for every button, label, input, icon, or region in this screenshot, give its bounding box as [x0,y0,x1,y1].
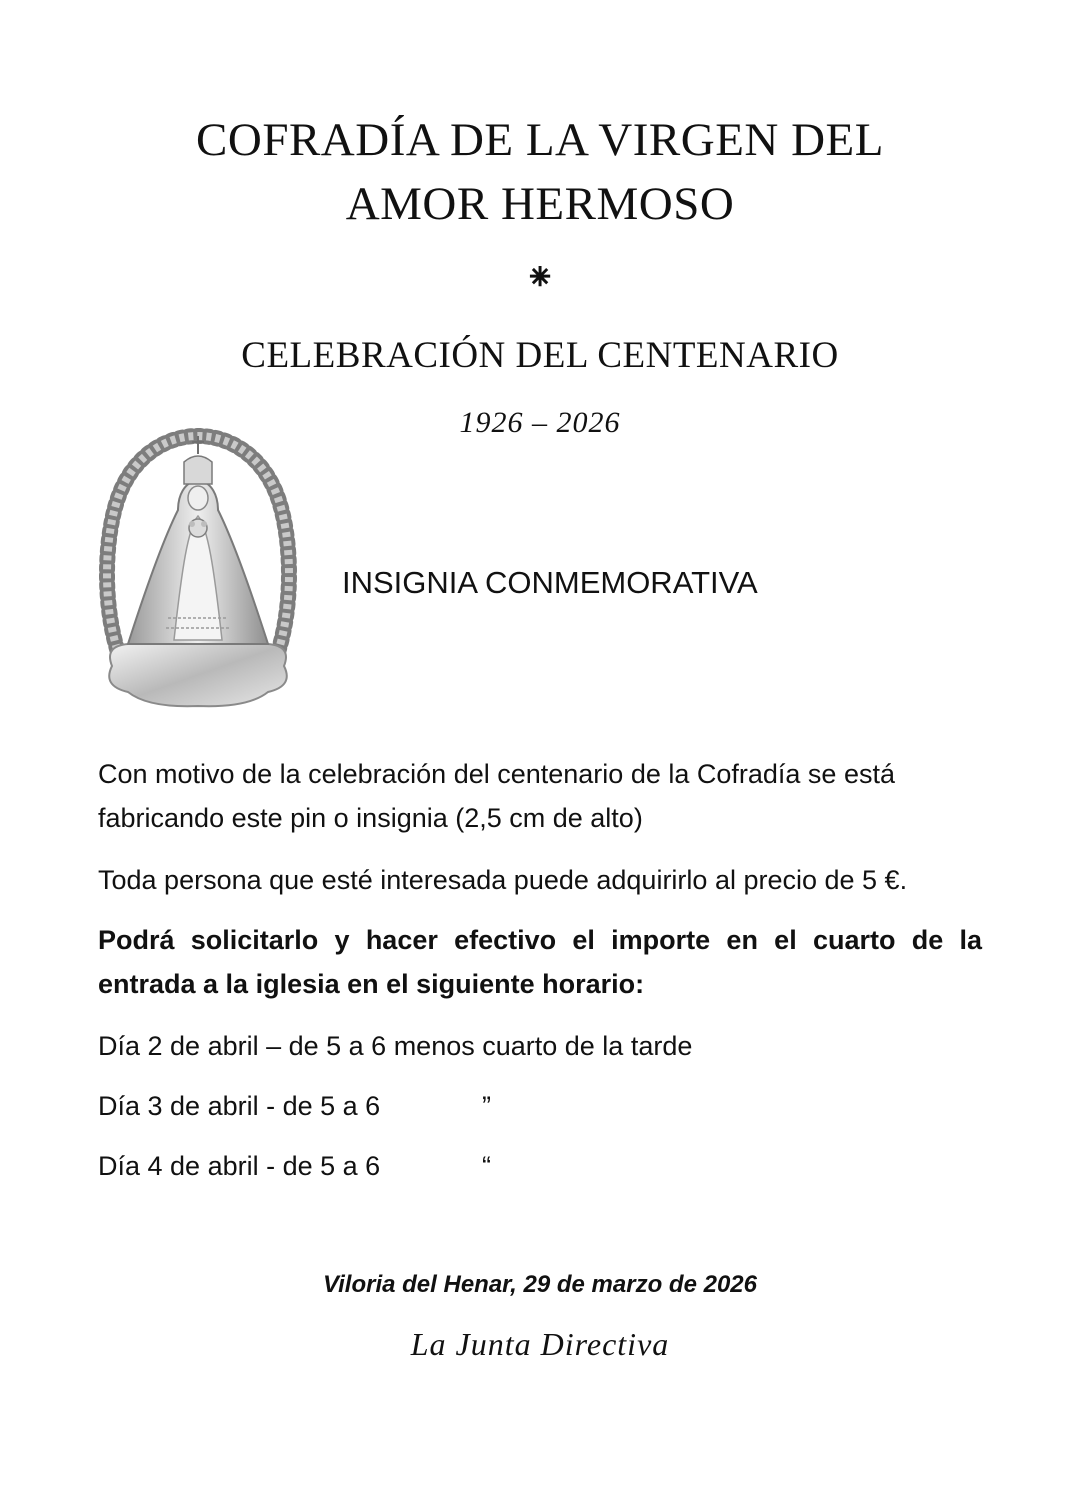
body-paragraph-2: Toda persona que esté interesada puede adquirirlo al precio de 5 €. [98,865,908,895]
ditto-mark: ” [482,1091,491,1121]
document-title [0,108,1080,236]
title-line-1: COFRADÍA DE LA VIRGEN DEL [196,114,884,166]
document-subtitle: CELEBRACIÓN DEL CENTENARIO [241,335,839,376]
asterisk-separator-icon: ⁕ [524,257,556,299]
body-paragraph-3: Podrá solicitarlo y hacer efectivo el importe en el cuarto de la entrada a la iglesia en el siguiente horario: [98,925,982,999]
ditto-mark: “ [482,1151,491,1181]
schedule-text: Día 3 de abril - de 5 a 6 [98,1091,381,1121]
place-and-date: Viloria del Henar, 29 de marzo de 2026 [323,1271,757,1298]
schedule-item [98,1024,692,1068]
title-line-2: AMOR HERMOSO [345,178,735,230]
virgin-pin-image [98,418,298,710]
insignia-heading: INSIGNIA CONMEMORATIVA [342,565,758,600]
signature: La Junta Directiva [410,1326,670,1362]
schedule-item [98,1144,538,1188]
schedule-text: Día 4 de abril - de 5 a 6 [98,1151,381,1181]
body-paragraph-1: Con motivo de la celebración del centenario de la Cofradía se está fabricando este pin o insignia (2,5 cm de alto) [98,759,895,833]
schedule-text: Día 2 de abril – de 5 a 6 menos cuarto de la tarde [98,1031,693,1061]
schedule-item [98,1084,538,1128]
centenary-years: 1926 – 2026 [459,406,621,439]
